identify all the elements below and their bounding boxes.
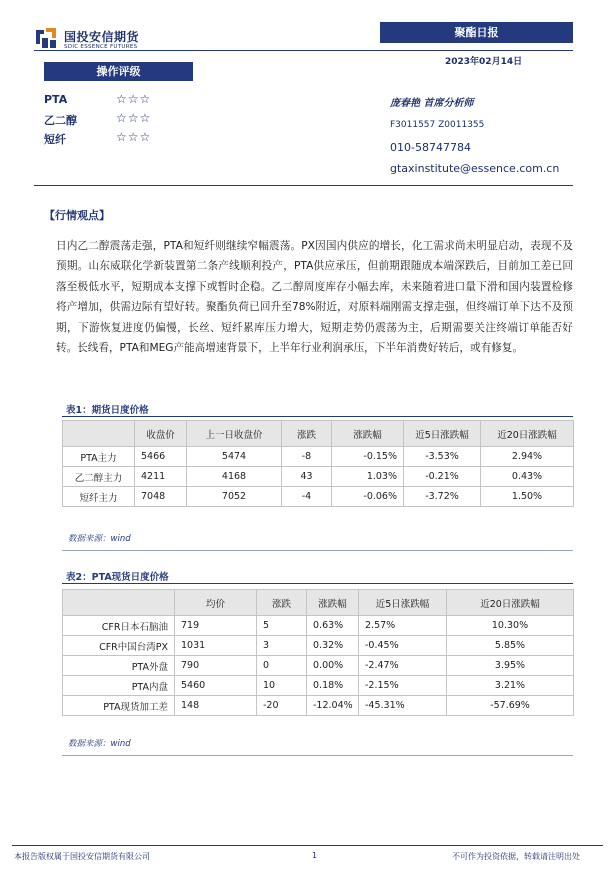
table-cell: -0.06% bbox=[332, 487, 404, 507]
futures-price-table bbox=[62, 420, 574, 507]
star-rating-icon: ☆☆☆ bbox=[116, 92, 152, 106]
table-cell: 0.63% bbox=[307, 616, 359, 636]
header-divider bbox=[34, 50, 573, 51]
column-header: 涨跌 bbox=[282, 421, 332, 447]
table-cell: PTA外盘 bbox=[63, 656, 175, 676]
section-divider bbox=[34, 185, 573, 186]
table-cell: 乙二醇主力 bbox=[63, 467, 135, 487]
table-cell: 0.00% bbox=[307, 656, 359, 676]
table2-source-note: 数据来源：wind bbox=[68, 739, 131, 749]
table-cell: 1.50% bbox=[481, 487, 574, 507]
logo-chinese-name: 国投安信期货 bbox=[64, 30, 140, 44]
table-cell: -12.04% bbox=[307, 696, 359, 716]
table1-source-note: 数据来源：wind bbox=[68, 534, 131, 544]
table-cell: PTA内盘 bbox=[63, 676, 175, 696]
table-cell: -0.45% bbox=[359, 636, 447, 656]
analyst-license-ids: F3011557 Z0011355 bbox=[390, 120, 485, 130]
table1-title: 表1：期货日度价格 bbox=[66, 405, 149, 416]
table-header-row bbox=[63, 590, 574, 616]
table-cell: 3 bbox=[257, 636, 307, 656]
table-cell: 2.94% bbox=[481, 447, 574, 467]
table-cell: CFR中国台湾PX bbox=[63, 636, 175, 656]
table-cell: 148 bbox=[175, 696, 257, 716]
table-cell: 0 bbox=[257, 656, 307, 676]
table2-title-rule bbox=[62, 583, 573, 584]
column-header: 近20日涨跌幅 bbox=[447, 590, 574, 616]
table-cell: 0.32% bbox=[307, 636, 359, 656]
table-cell: 5466 bbox=[135, 447, 187, 467]
table-cell: 0.18% bbox=[307, 676, 359, 696]
table1-bottom-rule bbox=[62, 550, 573, 551]
table-cell: 10.30% bbox=[447, 616, 574, 636]
table1-title-rule bbox=[62, 416, 573, 417]
table-cell: CFR日本石脑油 bbox=[63, 616, 175, 636]
table-cell: -3.72% bbox=[404, 487, 481, 507]
table-cell: -20 bbox=[257, 696, 307, 716]
table-cell: -4 bbox=[282, 487, 332, 507]
star-rating-icon: ☆☆☆ bbox=[116, 111, 152, 125]
column-header: 近5日涨跌幅 bbox=[359, 590, 447, 616]
table-cell: -8 bbox=[282, 447, 332, 467]
table-cell: 5.85% bbox=[447, 636, 574, 656]
market-view-body: 日内乙二醇震荡走强，PTA和短纤则继续窄幅震荡。PX因国内供应的增长，化工需求尚未明显启动，表现不及预期。山东威联化学新装置第二条产线顺利投产，PTA供应承压，但前期跟随成本端深跌后，目前加工差已回落至极低水平，短期成本支撑下或暂时企稳。乙二醇周度库存小幅去库，未来随着进口量下滑和国内装置检修将产增加，供需边际有望好转。聚酯负荷已回升至78%附近，对原料端刚需支撑走强，但终端订单下达不及预期，下游恢复进度仍偏慢，长丝、短纤累库压力增大，短期走势仍震荡为主，后期需要关注终端订单能否好转。长线看，PTA和MEG产能高增速背景下，上半年行业利润承压，下半年消费好转后，或有修复。 bbox=[56, 240, 573, 355]
table-row bbox=[63, 616, 574, 636]
rating-name: 乙二醇 bbox=[44, 114, 77, 127]
table2-bottom-rule bbox=[62, 755, 573, 756]
table-cell: -57.69% bbox=[447, 696, 574, 716]
table-row bbox=[63, 487, 574, 507]
table-row bbox=[63, 467, 574, 487]
table-cell: 短纤主力 bbox=[63, 487, 135, 507]
rating-title: 操作评级 bbox=[44, 62, 193, 81]
table-row bbox=[63, 656, 574, 676]
analyst-email[interactable]: gtaxinstitute@essence.com.cn bbox=[390, 162, 560, 175]
logo-english-name: SDIC ESSENCE FUTURES bbox=[64, 44, 138, 50]
report-type-badge: 聚酯日报 bbox=[380, 22, 573, 43]
footer-divider bbox=[12, 845, 603, 846]
column-header bbox=[63, 590, 175, 616]
table-row bbox=[63, 447, 574, 467]
table-cell: -0.21% bbox=[404, 467, 481, 487]
table-cell: -0.15% bbox=[332, 447, 404, 467]
table-cell: 790 bbox=[175, 656, 257, 676]
table-cell: -45.31% bbox=[359, 696, 447, 716]
column-header: 近20日涨跌幅 bbox=[481, 421, 574, 447]
column-header: 近5日涨跌幅 bbox=[404, 421, 481, 447]
column-header: 涨跌幅 bbox=[307, 590, 359, 616]
footer-disclaimer: 不可作为投资依据，转载请注明出处 bbox=[452, 852, 580, 861]
table-cell: 7048 bbox=[135, 487, 187, 507]
table-cell: 7052 bbox=[187, 487, 282, 507]
table-cell: 10 bbox=[257, 676, 307, 696]
table-cell: 2.57% bbox=[359, 616, 447, 636]
table-cell: 1031 bbox=[175, 636, 257, 656]
table-cell: 4168 bbox=[187, 467, 282, 487]
table-cell: 1.03% bbox=[332, 467, 404, 487]
table-cell: PTA现货加工差 bbox=[63, 696, 175, 716]
logo-mark-icon bbox=[34, 26, 58, 50]
table-cell: -3.53% bbox=[404, 447, 481, 467]
column-header: 上一日收盘价 bbox=[187, 421, 282, 447]
table-cell: 5474 bbox=[187, 447, 282, 467]
table-cell: PTA主力 bbox=[63, 447, 135, 467]
table-cell: 0.43% bbox=[481, 467, 574, 487]
table-cell: 5460 bbox=[175, 676, 257, 696]
table-cell: 3.21% bbox=[447, 676, 574, 696]
table-cell: -2.15% bbox=[359, 676, 447, 696]
table2-title: 表2：PTA现货日度价格 bbox=[66, 572, 169, 583]
company-logo bbox=[34, 26, 184, 56]
table-cell: 4211 bbox=[135, 467, 187, 487]
footer-copyright: 本报告版权属于国投安信期货有限公司 bbox=[14, 852, 150, 861]
column-header: 涨跌 bbox=[257, 590, 307, 616]
column-header: 涨跌幅 bbox=[332, 421, 404, 447]
table-row bbox=[63, 696, 574, 716]
rating-name: 短纤 bbox=[44, 133, 66, 146]
column-header: 均价 bbox=[175, 590, 257, 616]
table-row bbox=[63, 636, 574, 656]
rating-name: PTA bbox=[44, 93, 68, 106]
table-cell: 719 bbox=[175, 616, 257, 636]
analyst-phone: 010-58747784 bbox=[390, 141, 471, 154]
table-row bbox=[63, 676, 574, 696]
table-cell: 5 bbox=[257, 616, 307, 636]
market-view-title: 【行情观点】 bbox=[44, 209, 110, 222]
table-cell: 43 bbox=[282, 467, 332, 487]
table-header-row bbox=[63, 421, 574, 447]
column-header bbox=[63, 421, 135, 447]
column-header: 收盘价 bbox=[135, 421, 187, 447]
star-rating-icon: ☆☆☆ bbox=[116, 130, 152, 144]
table-cell: 3.95% bbox=[447, 656, 574, 676]
spot-price-table bbox=[62, 589, 574, 716]
report-date: 2023年02月14日 bbox=[445, 57, 523, 67]
page-number: 1 bbox=[312, 851, 318, 860]
analyst-name: 庞春艳 首席分析师 bbox=[390, 98, 474, 109]
table-cell: -2.47% bbox=[359, 656, 447, 676]
